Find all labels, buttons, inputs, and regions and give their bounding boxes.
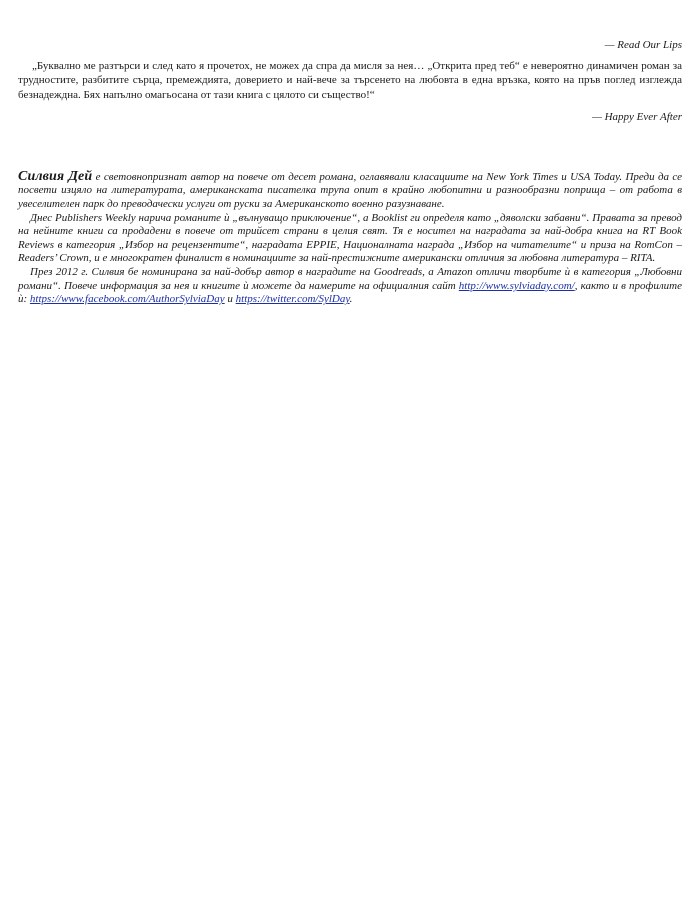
bio-text: и bbox=[224, 293, 236, 306]
bio-text: . bbox=[349, 293, 353, 306]
bio-text: През 2012 г. Силвия бе номинирана за най-добър автор в наградите на Goodreads, а Amazon отличи творбите ѝ в категория „Любовни романи“. Повече информация за нея и книгите ѝ можете да намерите на официалния сайт bbox=[18, 266, 682, 292]
bio-text: е световнопризнат автор на повече от десет романа, оглавявали класациите на New York Times и USA Today. Преди да се посвети изцяло на литературата, американската писателка трупа опит в крайно любопитни и разнообразни поприща – от работа в увеселителен парк до преводачески услуги от руски за Американското военно разузнаване. bbox=[18, 170, 683, 211]
twitter-link[interactable]: https://twitter.com/SylDay bbox=[235, 293, 350, 306]
review-attribution: — Happy Ever After bbox=[592, 110, 682, 123]
bio-paragraph bbox=[18, 266, 682, 307]
bio-text: , както и в профилите ѝ: bbox=[18, 279, 682, 306]
bio-paragraph: Днес Publishers Weekly нарича романите ѝ „вълнуващо приключение“, а Booklist ги определя като „дяволски забавни“. Правата за превод на нейните книги са продадени в повече от трийсет страни в целия свят. Тя е носител на наградата за най-добра книга на RT Book Reviews в категория „Избор на рецензентите“, наградата EPPIE, Националната награда „Избор на читателите“ и приза на RomCon – Readers’ Crown, и е многократен финалист в номинациите за най-престижните американски отличия за любовна литература – RITA. bbox=[18, 211, 682, 265]
facebook-link[interactable]: https://www.facebook.com/AuthorSylviaDay bbox=[29, 293, 225, 306]
website-link[interactable]: http://www.sylviaday.com/ bbox=[458, 279, 575, 292]
author-bio bbox=[18, 170, 682, 307]
review-quote: „Буквално ме разтърси и след като я прочетох, не можех да спра да мисля за нея… „Открита пред теб“ е невероятно динамичен роман за трудностите, разбитите сърца, премеждията, доверието и най-вече за търсенето на любовта в една връзка, която на пръв поглед изглежда безнадеждна. Бях напълно омагьосана от тази книга с цялото си същество!“ bbox=[18, 60, 682, 101]
review-attribution: — Read Our Lips bbox=[604, 39, 682, 51]
bio-paragraph bbox=[18, 170, 682, 212]
author-name: Силвия Дей bbox=[18, 168, 93, 184]
book-page bbox=[18, 0, 682, 307]
